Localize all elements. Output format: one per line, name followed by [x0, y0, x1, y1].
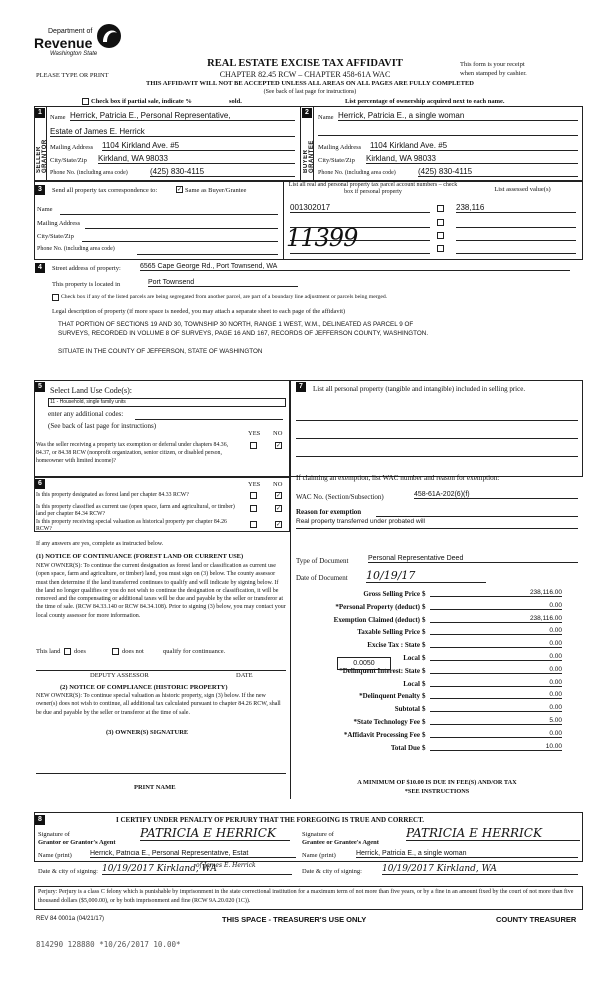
- does-checkbox[interactable]: [64, 648, 71, 655]
- s3-phone-line[interactable]: [137, 253, 278, 255]
- s3-name-label: Name: [37, 206, 53, 213]
- total-row-value[interactable]: 5.00: [430, 717, 562, 725]
- notice2-text: NEW OWNER(S): To continue special valuation as historic property, sign (3) below. If the new owner(s) does not wish to continue, all additional tax calculated pursuant to chapter 84.26 RCW, shall be due and payable by the seller or transferor at the time of sale.: [36, 693, 281, 716]
- buyer-city-label: City/State/Zip: [318, 157, 355, 164]
- grantee-name-value[interactable]: Herrick, Patricia E., a single woman: [356, 850, 578, 858]
- s6-q1-yes[interactable]: [250, 492, 257, 499]
- recording-stamp: 814290 128880 *10/26/2017 10.00*: [36, 940, 181, 949]
- total-row-value[interactable]: 238,116.00: [430, 615, 562, 623]
- wac-label: WAC No. (Section/Subsection): [296, 493, 384, 501]
- s3-city-label: City/State/Zip: [37, 233, 74, 240]
- same-as-buyer-label: Same as Buyer/Grantee: [185, 187, 247, 194]
- additional-codes-input[interactable]: [135, 418, 283, 420]
- grantee-name-label: Name (print): [302, 852, 336, 859]
- located-label: This property is located in: [52, 281, 121, 288]
- notice1-title: (1) NOTICE OF CONTINUANCE (FOREST LAND OR CURRENT USE): [36, 553, 244, 560]
- please-type: PLEASE TYPE OR PRINT: [36, 72, 109, 79]
- partial-sale-sold: sold.: [229, 98, 242, 105]
- this-land-label: This land: [36, 648, 61, 655]
- legal-line3: SITUATE IN THE COUNTY OF JEFFERSON, STATE OF WASHINGTON: [58, 348, 263, 355]
- form-chapter: CHAPTER 82.45 RCW – CHAPTER 458-61A WAC: [219, 70, 391, 79]
- s6-no-header: NO: [273, 481, 283, 488]
- total-row-dollar: $: [422, 743, 426, 752]
- grantee-sig-label1: Signature of: [302, 831, 334, 838]
- doc-type-label: Type of Document: [296, 557, 349, 565]
- total-row-label: *Personal Property (deduct): [335, 602, 420, 611]
- s6-q3-no[interactable]: ✓: [276, 521, 282, 528]
- qualify-label: qualify for continuance.: [163, 648, 226, 655]
- grantee-signature[interactable]: PATRICIA E HERRICK: [406, 826, 580, 841]
- section-1-number: 1: [35, 108, 45, 118]
- form-title: REAL ESTATE EXCISE TAX AFFIDAVIT: [207, 58, 403, 69]
- total-row-dollar: $: [422, 590, 426, 598]
- s5-question: Was the seller receiving a property tax exemption or deferral under chapters 84.36, 84.37, or 84.38 RCW (nonprofit organization, senior citizen, or disabled person, homeowner with limited income)?: [36, 442, 229, 464]
- total-row-value[interactable]: 0.00: [430, 666, 562, 674]
- rev-number: REV 84 0001a (04/21/17): [36, 916, 105, 922]
- s6-q1-no[interactable]: ✓: [276, 492, 282, 499]
- deputy-date-label: DATE: [236, 672, 253, 679]
- section-4-number: 4: [35, 263, 45, 273]
- total-row-dollar: $: [422, 641, 426, 650]
- total-row-value[interactable]: 0.00: [430, 691, 562, 699]
- local-rate-box[interactable]: 0.0050: [337, 657, 391, 670]
- same-as-buyer-checkbox[interactable]: ✓: [177, 186, 183, 193]
- total-row-value[interactable]: 0.00: [430, 653, 562, 661]
- total-row-value[interactable]: 0.00: [430, 602, 562, 610]
- total-row-dollar: $: [422, 718, 426, 726]
- total-row-label: Subtotal: [394, 705, 420, 714]
- total-row-label: *Affidavit Processing Fee: [343, 730, 420, 739]
- total-row-value[interactable]: 0.00: [430, 704, 562, 712]
- parcel-3-checkbox[interactable]: [437, 232, 444, 239]
- treasurer-space: THIS SPACE - TREASURER'S USE ONLY: [222, 915, 367, 924]
- s6-yes-header: YES: [248, 481, 261, 488]
- parcel-1-value[interactable]: 001302017: [290, 203, 430, 213]
- segregated-label: Check box if any of the listed parcels are being segregated from another parcel, are part of a boundary line adjustment or parcels being merged.: [61, 294, 388, 300]
- revenue-logo-icon: [94, 22, 124, 50]
- s6-q1: Is this property designated as forest land per chapter 84.33 RCW?: [36, 492, 189, 498]
- certify-text: I CERTIFY UNDER PENALTY OF PERJURY THAT THE FOREGOING IS TRUE AND CORRECT.: [116, 816, 425, 824]
- total-row-label: Local: [403, 679, 420, 688]
- grantor-date-city[interactable]: 10/19/2017 Kirkland, WA: [102, 864, 292, 875]
- total-row-dollar: $: [422, 654, 426, 662]
- seller-city-label: City/State/Zip: [50, 157, 87, 164]
- seller-name2-value[interactable]: Estate of James E. Herrick: [50, 127, 295, 137]
- legal-label: Legal description of property (if more space is needed, you may attach a separate sheet to each page of the affidavit): [52, 308, 346, 315]
- total-row-value[interactable]: 10.00: [430, 743, 562, 751]
- total-row-label: Excise Tax : State: [367, 641, 420, 650]
- total-row-value[interactable]: 0.00: [430, 730, 562, 738]
- total-row-label: *Delinquent Penalty: [359, 692, 420, 701]
- if-yes-note: If any answers are yes, complete as instructed below.: [36, 541, 164, 547]
- legal-line1: THAT PORTION OF SECTIONS 19 AND 30, TOWNSHIP 30 NORTH, RANGE 1 WEST, W.M., DELINEATED AS PARCEL 9 OF: [58, 321, 414, 328]
- total-row-label: Taxable Selling Price: [357, 628, 420, 637]
- s6-q3-yes[interactable]: [250, 521, 257, 528]
- personal-property-input[interactable]: [296, 419, 578, 421]
- s5-no-checkbox[interactable]: ✓: [276, 442, 282, 449]
- street-value[interactable]: 6565 Cape George Rd., Port Townsend, WA: [140, 263, 570, 271]
- parcel-4-checkbox[interactable]: [437, 245, 444, 252]
- s5-no-header: NO: [273, 430, 283, 437]
- assessed-1-value[interactable]: 238,116: [456, 203, 576, 213]
- not-accepted-notice: THIS AFFIDAVIT WILL NOT BE ACCEPTED UNLESS ALL AREAS ON ALL PAGES ARE FULLY COMPLETED: [146, 80, 474, 87]
- total-row-dollar: $: [422, 692, 426, 701]
- see-back-header: (See back of last page for instructions): [263, 89, 357, 95]
- wac-value[interactable]: 458-61A-202(6)(f): [414, 491, 578, 499]
- section-3-number: 3: [35, 185, 45, 195]
- s5-see-back: (See back of last page for instructions): [48, 422, 157, 430]
- grantor-signature[interactable]: PATRICIA E HERRICK: [140, 826, 290, 841]
- total-row-dollar: $: [422, 666, 426, 675]
- buyer-mailing-label: Mailing Address: [318, 144, 362, 151]
- s5-yes-checkbox[interactable]: [250, 442, 257, 449]
- handwritten-note: 11399: [286, 224, 358, 252]
- grantor-sig-label1: Signature of: [38, 831, 70, 838]
- county-treasurer: COUNTY TREASURER: [496, 915, 577, 924]
- total-row-dollar: $: [422, 679, 426, 688]
- reason-label: Reason for exemption: [296, 508, 362, 516]
- grantor-name-value[interactable]: Herrick, Patricia E., Personal Representative, Estat: [90, 850, 296, 858]
- grantee-date-label: Date & city of signing:: [302, 868, 362, 875]
- does-not-label: does not: [122, 648, 144, 655]
- s6-q2-yes[interactable]: [250, 505, 257, 512]
- dept-line3: Washington State: [50, 51, 98, 57]
- does-not-checkbox[interactable]: [112, 648, 119, 655]
- parcel-1-checkbox[interactable]: [437, 205, 444, 212]
- dept-line2: Revenue: [34, 35, 93, 51]
- buyer-mailing-value[interactable]: 1104 Kirkland Ave. #5: [370, 141, 578, 151]
- total-row-value[interactable]: 0.00: [430, 640, 562, 648]
- parcel-list-header: List all real and personal property tax parcel account numbers – check box if personal property: [288, 182, 458, 195]
- seller-mailing-value[interactable]: 1104 Kirkland Ave. #5: [102, 141, 295, 151]
- buyer-city-value[interactable]: Kirkland, WA 98033: [366, 154, 578, 164]
- buyer-phone-label: Phone No. (including area code): [318, 170, 396, 176]
- s3-name-line[interactable]: [60, 213, 278, 215]
- owner-signature-line[interactable]: [36, 772, 286, 774]
- print-name-label: PRINT NAME: [134, 784, 176, 791]
- send-correspondence-label: Send all property tax correspondence to:: [52, 187, 158, 194]
- total-row-dollar: $: [422, 615, 426, 624]
- land-use-label: Select Land Use Code(s):: [50, 386, 132, 395]
- seller-phone-label: Phone No. (including area code): [50, 170, 128, 176]
- seller-name-label: Name: [50, 114, 66, 121]
- doc-date-label: Date of Document: [296, 574, 348, 582]
- grantee-date-city[interactable]: 10/19/2017 Kirkland, WA: [382, 864, 578, 875]
- s6-q2-no[interactable]: ✓: [276, 505, 282, 512]
- s3-mailing-line[interactable]: [85, 227, 278, 229]
- receipt-line2: when stamped by cashier.: [460, 70, 527, 77]
- seller-name-value[interactable]: Herrick, Patricia E., Personal Representative,: [70, 111, 295, 121]
- notice2-title: (2) NOTICE OF COMPLIANCE (HISTORIC PROPERTY): [60, 684, 228, 691]
- grantor-sig-label2: Grantor or Grantor's Agent: [38, 839, 116, 846]
- doc-type-value[interactable]: Personal Representative Deed: [368, 555, 578, 563]
- grantor-name-note: of James E. Herrick: [196, 862, 256, 869]
- total-row-label: Local: [403, 654, 420, 662]
- minimum-notice: A MINIMUM OF $10.00 IS DUE IN FEE(S) AND/OR TAX: [357, 779, 517, 786]
- s3-mailing-label: Mailing Address: [37, 220, 81, 227]
- legal-line2: SURVEYS, RECORDED IN VOLUME 8 OF SURVEYS, PAGE 16 AND 167, RECORDS OF JEFFERSON COUNTY, WASHINGTON.: [58, 330, 429, 337]
- parcel-2-checkbox[interactable]: [437, 219, 444, 226]
- grantee-sig-label2: Grantee or Grantee's Agent: [302, 839, 379, 846]
- dept-line1: Department of: [48, 28, 93, 35]
- owner-signature-label: (3) OWNER(S) SIGNATURE: [106, 729, 189, 736]
- total-row-label: Exemption Claimed (deduct): [333, 615, 420, 624]
- s3-phone-label: Phone No. (including area code): [37, 246, 115, 252]
- partial-sale-checkbox[interactable]: [82, 98, 89, 105]
- seller-mailing-label: Mailing Address: [50, 144, 94, 151]
- section-6-number: 6: [35, 479, 45, 489]
- doc-date-value[interactable]: 10/19/17: [366, 569, 486, 583]
- does-label: does: [74, 648, 86, 655]
- notice1-text: NEW OWNER(S): To continue the current designation as forest land or classification as current use (open space, farm and agriculture, or timber) land, you must sign on (3) below. The county assessor must then determine if the land transferred continues to qualify and will indicate by signing below. If the land no longer qualifies or you do not wish to continue the designation or classification, it will be removed and the compensating or additional taxes will be due and payable by the seller or transferor at the time of sale. (RCW 84.33.140 or RCW 84.34.108). Prior to signing (3) below, you may contact your local county assessor for more information.: [36, 563, 286, 619]
- total-row-dollar: $: [422, 602, 426, 611]
- grantor-date-label: Date & city of signing:: [38, 868, 98, 875]
- seller-city-value[interactable]: Kirkland, WA 98033: [98, 154, 295, 164]
- total-row-value[interactable]: 238,116.00: [430, 589, 562, 597]
- total-row-dollar: $: [422, 628, 426, 637]
- buyer-side-label: BUYER GRANTEE: [303, 140, 315, 173]
- section-2-number: 2: [302, 108, 312, 118]
- percent-list-label: List percentage of ownership acquired next to each name.: [345, 98, 505, 105]
- segregated-checkbox[interactable]: [52, 294, 59, 301]
- s6-q3: Is this property receiving special valuation as historical property per chapter 84.26 RCW?: [36, 519, 227, 532]
- grantor-name-label: Name (print): [38, 852, 72, 859]
- reason-value[interactable]: Real property transferred under probated will: [296, 518, 425, 525]
- buyer-name-label: Name: [318, 114, 334, 121]
- assessed-header: List assessed value(s): [494, 186, 551, 193]
- section-7-number: 7: [296, 382, 306, 392]
- total-row-label: Total Due: [390, 743, 420, 752]
- total-row-label: Gross Selling Price: [363, 590, 420, 598]
- personal-property-label: List all personal property (tangible and intangible) included in selling price.: [313, 385, 526, 393]
- section-5-number: 5: [35, 382, 45, 392]
- section-8-number: 8: [35, 815, 45, 825]
- seller-side-label: SELLER GRANTOR: [36, 139, 48, 173]
- deputy-assessor-label: DEPUTY ASSESSOR: [90, 672, 149, 679]
- total-row-label: *State Technology Fee: [353, 718, 420, 726]
- total-row-dollar: $: [422, 730, 426, 739]
- deputy-signature-line[interactable]: [36, 669, 286, 671]
- located-value[interactable]: Port Townsend: [148, 279, 298, 287]
- total-row-value[interactable]: 0.00: [430, 627, 562, 635]
- total-row-label: *Delinquent Interest: State: [339, 666, 420, 675]
- exemption-question: If claiming an exemption, list WAC number and reason for exemption:: [296, 474, 500, 482]
- s3-city-line[interactable]: [82, 240, 278, 242]
- seller-phone-value[interactable]: (425) 830-4115: [150, 167, 295, 177]
- street-label: Street address of property:: [52, 265, 121, 272]
- see-instructions: *SEE INSTRUCTIONS: [404, 788, 470, 795]
- receipt-line1: This form is your receipt: [460, 61, 525, 68]
- additional-codes-label: enter any additional codes:: [48, 410, 124, 418]
- s5-yes-header: YES: [248, 430, 261, 437]
- land-use-code-select[interactable]: 11 - Household, single family units: [48, 398, 286, 407]
- buyer-name-value[interactable]: Herrick, Patricia E., a single woman: [338, 111, 578, 121]
- total-row-value[interactable]: 0.00: [430, 679, 562, 687]
- partial-sale-label: Check box if partial sale, indicate %: [91, 98, 192, 105]
- s6-q2: Is this property classified as current use (open space, farm and agricultural, or timber) land per chapter 84.34 RCW?: [36, 504, 235, 517]
- buyer-phone-value[interactable]: (425) 830-4115: [418, 167, 578, 177]
- perjury-text: Perjury: Perjury is a class C felony which is punishable by imprisonment in the state correctional institution for a maximum term of not more than five years, or by a fine in an amount fixed by the court of not more than five thousand dollars ($5,000.00), or by both imprisonment and fine (RCW 9A.20.020 (1C)).: [38, 889, 574, 904]
- total-row-dollar: $: [422, 705, 426, 714]
